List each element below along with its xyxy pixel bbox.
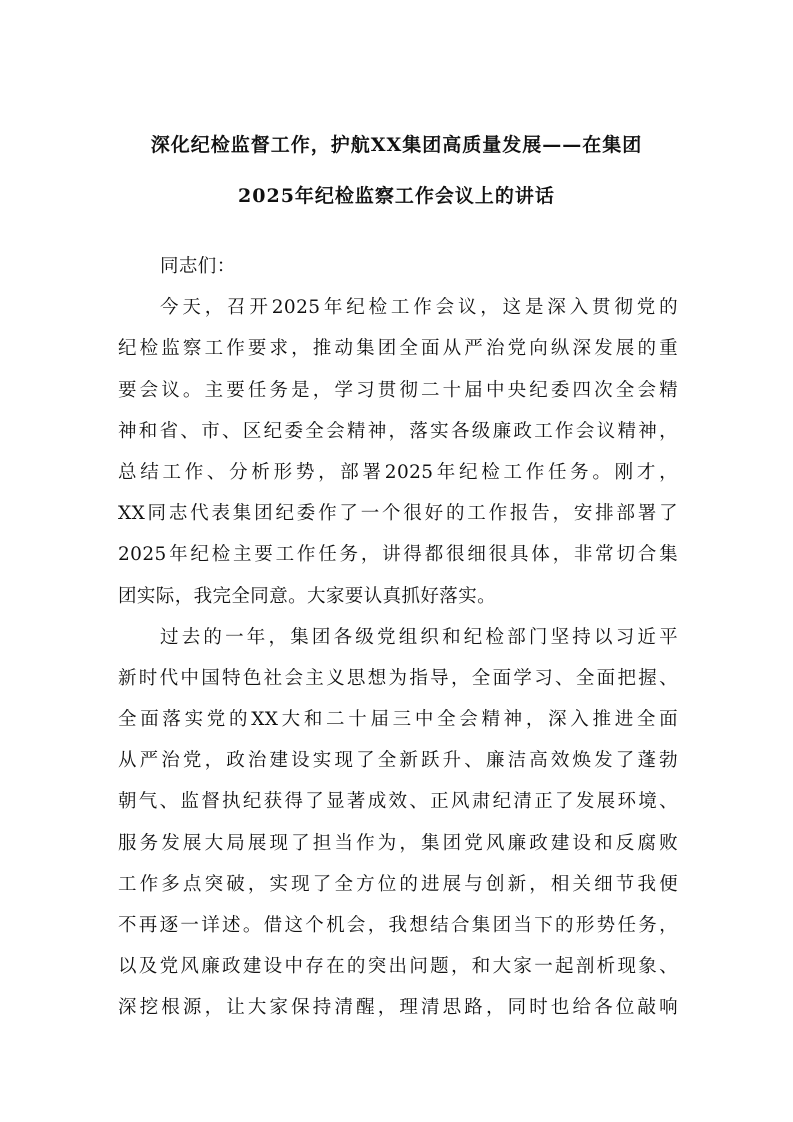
- paragraph-2-line: 新时代中国特色社会主义思想为指导，全面学习、全面把握、: [118, 667, 678, 689]
- paragraph-2-line: 朝气、监督执纪获得了显著成效、正风肃纪清正了发展环境、: [118, 791, 678, 813]
- paragraph-1-line: 神和省、市、区纪委全会精神，落实各级廉政工作会议精神，: [118, 420, 678, 442]
- paragraph-1-line: 团实际，我完全同意。大家要认真抓好落实。: [118, 585, 497, 607]
- paragraph-2-line: 不再逐一详述。借这个机会，我想结合集团当下的形势任务，: [118, 915, 678, 936]
- paragraph-2-line: 工作多点突破，实现了全方位的进展与创新，相关细节我便: [118, 873, 678, 895]
- paragraph-1-line: 要会议。主要任务是，学习贯彻二十届中央纪委四次全会精: [118, 379, 678, 401]
- document-title-line-2: 2025年纪检监察工作会议上的讲话: [238, 185, 555, 207]
- paragraph-1-line: 今天，召开2025年纪检工作会议，这是深入贯彻党的: [160, 297, 678, 319]
- document-title-line-1: 深化纪检监督工作，护航XX集团高质量发展——在集团: [150, 134, 643, 156]
- paragraph-2-line: 从严治党，政治建设实现了全新跃升、廉洁高效焕发了蓬勃: [118, 750, 678, 772]
- paragraph-1-line: 总结工作、分析形势，部署2025年纪检工作任务。刚才，: [118, 461, 678, 483]
- paragraph-2-line: 过去的一年，集团各级党组织和纪检部门坚持以习近平: [160, 626, 678, 648]
- paragraph-1-line: 纪检监察工作要求，推动集团全面从严治党向纵深发展的重: [118, 338, 678, 360]
- greeting: 同志们：: [160, 256, 236, 277]
- paragraph-2-line: 全面落实党的XX大和二十届三中全会精神，深入推进全面: [118, 709, 678, 731]
- paragraph-1-line: XX同志代表集团纪委作了一个很好的工作报告，安排部署了: [118, 503, 678, 525]
- paragraph-2-line: 深挖根源，让大家保持清醒，理清思路，同时也给各位敲响: [118, 997, 678, 1019]
- paragraph-2-line: 以及党风廉政建设中存在的突出问题，和大家一起剖析现象、: [118, 956, 678, 978]
- document-body: [118, 246, 678, 1029]
- paragraph-2-line: 服务发展大局展现了担当作为，集团党风廉政建设和反腐败: [118, 832, 678, 854]
- paragraph-1-line: 2025年纪检主要工作任务，讲得都很细很具体，非常切合集: [118, 544, 678, 566]
